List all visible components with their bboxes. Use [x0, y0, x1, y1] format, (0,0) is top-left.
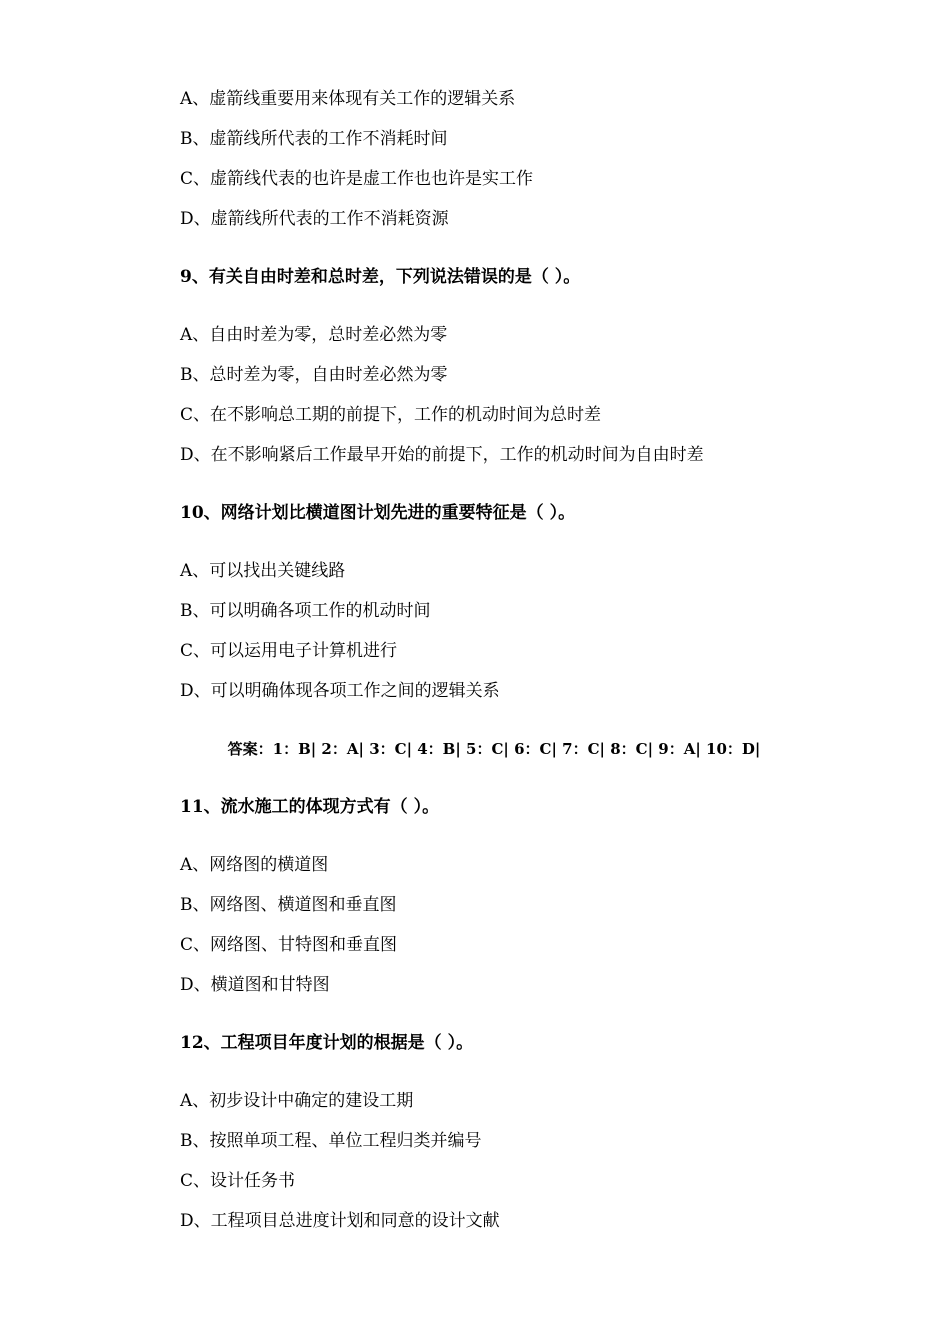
- option-c: C、虚箭线代表的也许是虚工作也也许是实工作: [180, 169, 534, 189]
- q9-option-c: C、在不影响总工期的前提下，工作的机动时间为总时差: [180, 405, 602, 425]
- q10-option-b: B、可以明确各项工作的机动时间: [180, 601, 431, 621]
- q9-option-d: D、在不影响紧后工作最早开始的前提下，工作的机动时间为自由时差: [180, 445, 704, 465]
- q12-option-d: D、工程项目总进度计划和同意的设计文献: [180, 1211, 500, 1231]
- question-11-title: 11、流水施工的体现方式有（ ）。: [180, 797, 440, 817]
- option-b: B、虚箭线所代表的工作不消耗时间: [180, 129, 448, 149]
- q11-option-d: D、横道图和甘特图: [180, 975, 330, 995]
- q12-option-b: B、按照单项工程、单位工程归类并编号: [180, 1131, 482, 1151]
- q11-option-b: B、网络图、横道图和垂直图: [180, 895, 397, 915]
- option-a: A、虚箭线重要用来体现有关工作的逻辑关系: [180, 89, 516, 109]
- q10-option-c: C、可以运用电子计算机进行: [180, 641, 398, 661]
- question-12-title: 12、工程项目年度计划的根据是（ ）。: [180, 1033, 474, 1053]
- q9-option-b: B、总时差为零，自由时差必然为零: [180, 365, 448, 385]
- q10-option-d: D、可以明确体现各项工作之间的逻辑关系: [180, 681, 500, 701]
- question-10-title: 10、网络计划比横道图计划先进的重要特征是（ ）。: [180, 503, 576, 523]
- q9-option-a: A、自由时差为零，总时差必然为零: [180, 325, 448, 345]
- question-9-title: 9、有关自由时差和总时差，下列说法错误的是（ ）。: [180, 267, 581, 287]
- q11-option-c: C、网络图、甘特图和垂直图: [180, 935, 398, 955]
- answer-key: 答案：1：B| 2：A| 3：C| 4：B| 5：C| 6：C| 7：C| 8：C| 9：A| 10：D|: [227, 740, 761, 758]
- option-d: D、虚箭线所代表的工作不消耗资源: [180, 209, 449, 229]
- q12-option-a: A、初步设计中确定的建设工期: [180, 1091, 414, 1111]
- q10-option-a: A、可以找出关键线路: [180, 561, 346, 581]
- q12-option-c: C、设计任务书: [180, 1171, 296, 1191]
- q11-option-a: A、网络图的横道图: [180, 855, 329, 875]
